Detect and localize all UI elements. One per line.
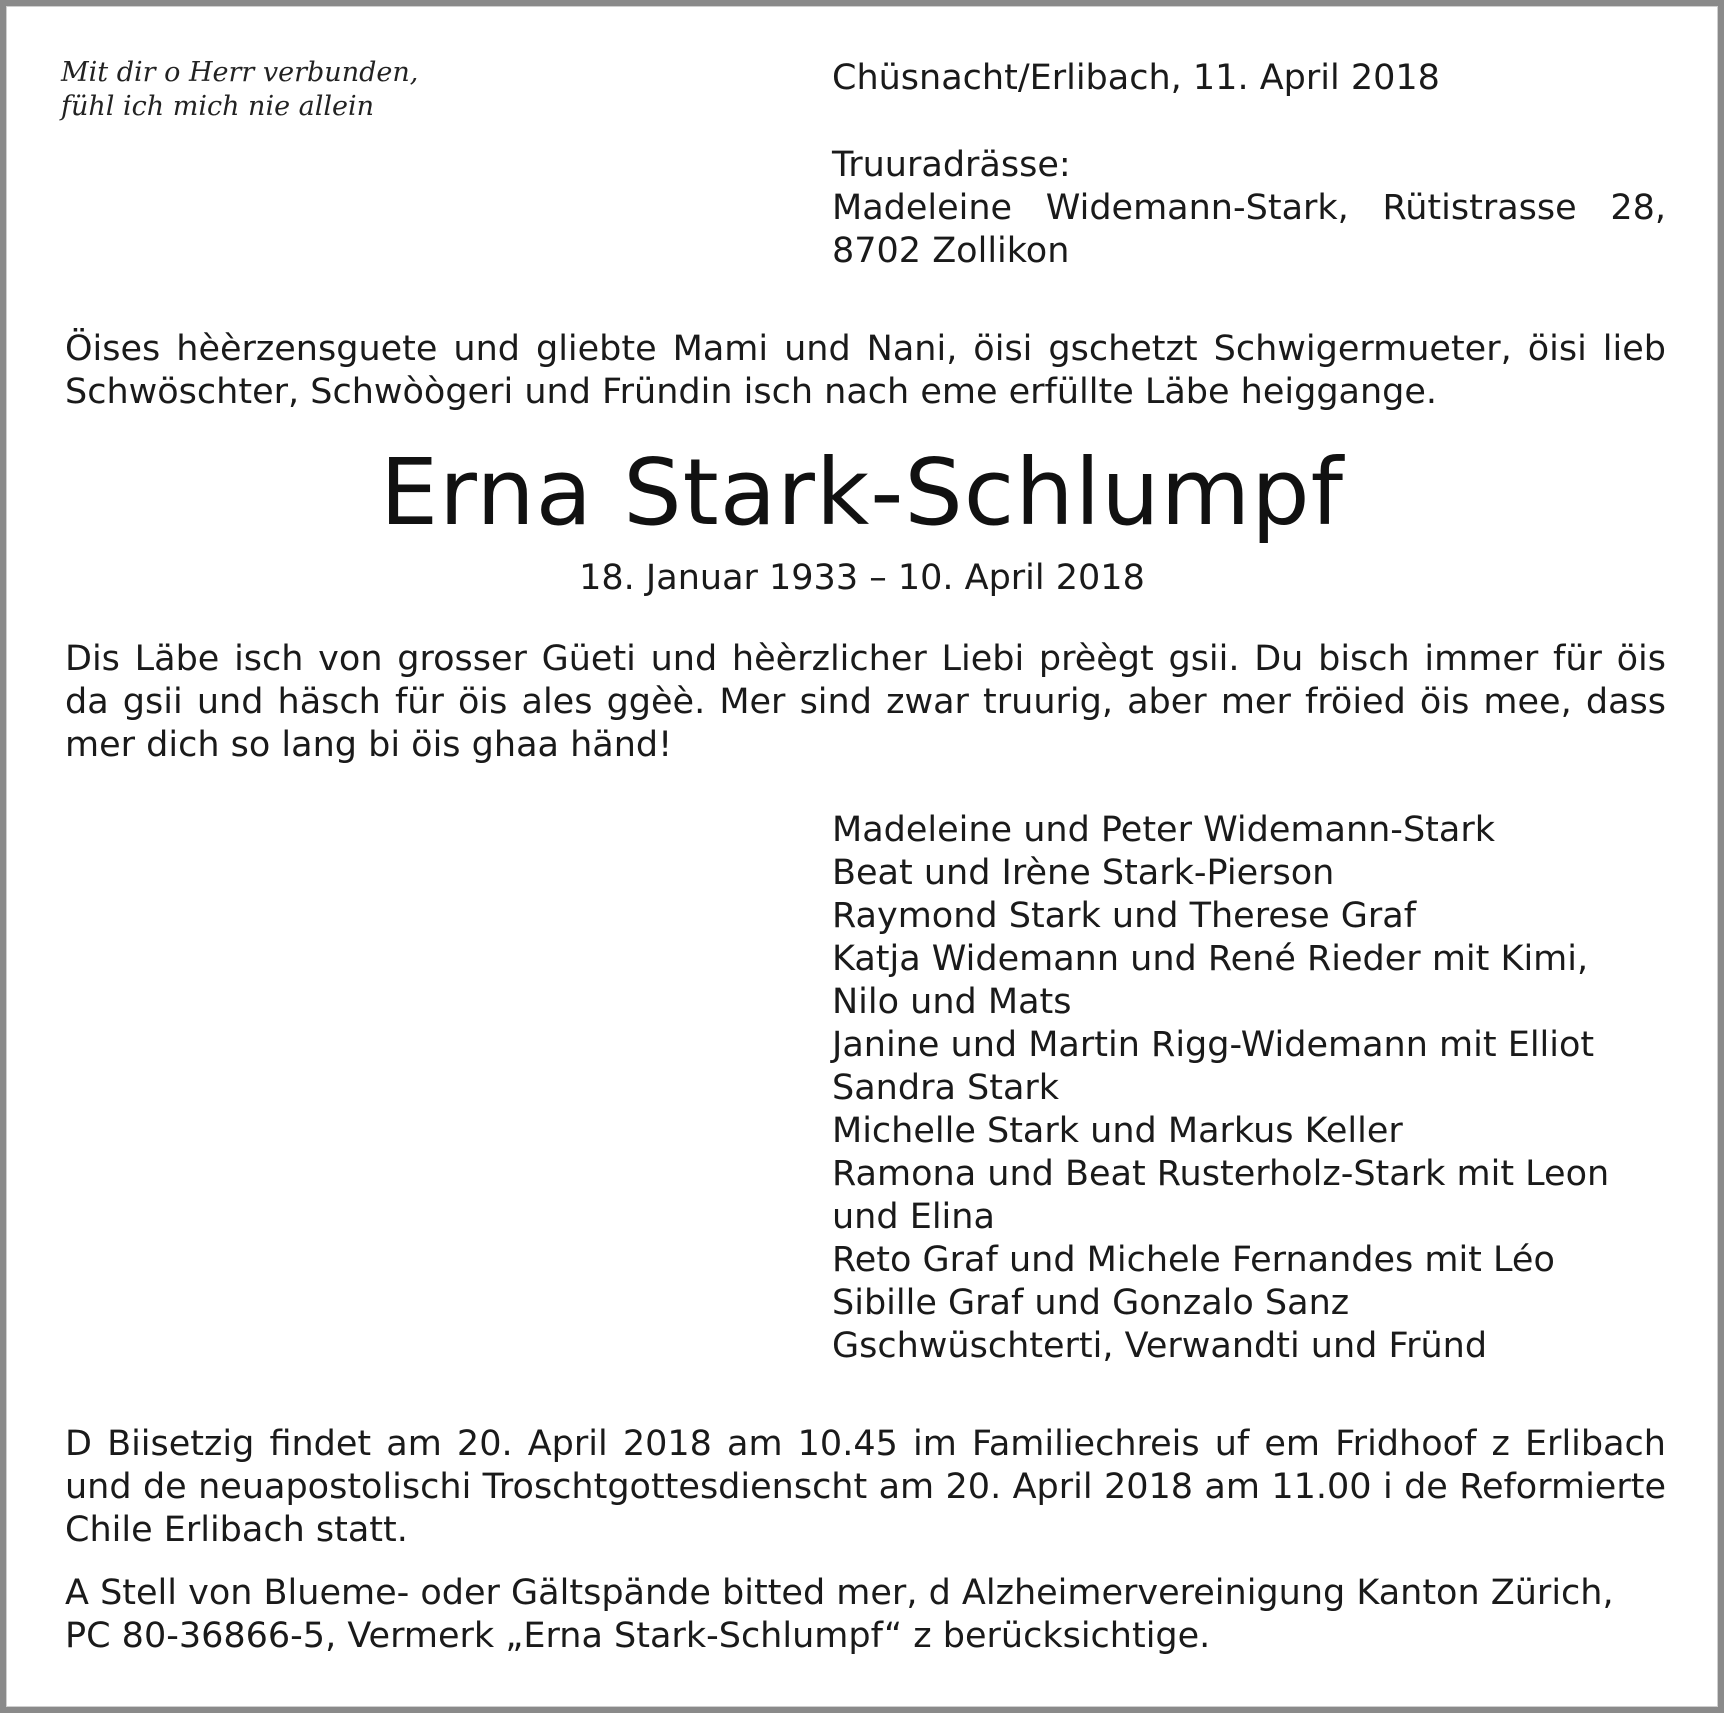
mourner-line: Nilo und Mats bbox=[832, 982, 1072, 1022]
mourner-line: Katja Widemann und René Rieder mit Kimi, bbox=[832, 939, 1589, 979]
donation-note: A Stell von Blueme- oder Gältspände bitted mer, d Alzheimervereinigung Kanton Zürich, PC 80-36866-5, Vermerk „Erna Stark-Schlumpf“ z berücksichtige. bbox=[65, 1573, 1614, 1656]
mourners-list bbox=[832, 809, 1666, 1368]
mourning-address bbox=[832, 144, 1666, 273]
tribute-text: Dis Läbe isch von grosser Güeti und hèèrzlicher Liebi prèègt gsii. Du bisch immer für öis da gsii und häsch für öis ales ggèè. Mer sind zwar truurig, aber mer fröied öis mee, dass mer dich so lang bi öis ghaa händ! bbox=[65, 639, 1666, 765]
mourner-line: Janine und Martin Rigg-Widemann mit Elliot bbox=[832, 1025, 1595, 1065]
mourner-line: Raymond Stark und Therese Graf bbox=[832, 896, 1417, 936]
mourner-line: Reto Graf und Michele Fernandes mit Léo bbox=[832, 1240, 1555, 1280]
mourner-line: Gschwüschterti, Verwandti und Fründ bbox=[832, 1326, 1488, 1366]
obituary-page bbox=[6, 6, 1718, 1707]
address-label: Truuradrässe: bbox=[832, 145, 1071, 185]
mourner-line: Sibille Graf und Gonzalo Sanz bbox=[832, 1283, 1350, 1323]
mourner-line: Sandra Stark bbox=[832, 1068, 1060, 1108]
address-line-1: Madeleine Widemann-Stark, Rütistrasse 28, bbox=[832, 188, 1666, 228]
deceased-name: Erna Stark-Schlumpf bbox=[380, 439, 1344, 546]
service-details: D Biisetzig findet am 20. April 2018 am 10.45 im Familiechreis uf em Fridhoof z Erlibach und de neuapostolischi Troschtgottesdienscht am 20. April 2018 am 11.00 i de Reformierte Chile Erlibach statt. bbox=[65, 1424, 1666, 1550]
address-line-2: 8702 Zollikon bbox=[832, 231, 1070, 271]
mourner-line: Madeleine und Peter Widemann-Stark bbox=[832, 810, 1495, 850]
mourner-line: Ramona und Beat Rusterholz-Stark mit Leon bbox=[832, 1154, 1610, 1194]
motto-verse bbox=[61, 56, 418, 124]
mourner-line: Michelle Stark und Markus Keller bbox=[832, 1111, 1403, 1151]
place-date: Chüsnacht/Erlibach, 11. April 2018 bbox=[832, 58, 1440, 98]
motto-line-2: fühl ich mich nie allein bbox=[61, 91, 375, 122]
mourner-line: Beat und Irène Stark-Pierson bbox=[832, 853, 1335, 893]
mourner-line: und Elina bbox=[832, 1197, 995, 1237]
motto-line-1: Mit dir o Herr verbunden, bbox=[61, 57, 419, 88]
intro-text: Öises hèèrzensguete und gliebte Mami und Nani, öisi gschetzt Schwigermueter, öisi lieb Schwöschter, Schwòògeri und Fründin isch nach eme erfüllte Läbe heiggange. bbox=[65, 329, 1666, 412]
life-dates: 18. Januar 1933 – 10. April 2018 bbox=[579, 558, 1145, 598]
